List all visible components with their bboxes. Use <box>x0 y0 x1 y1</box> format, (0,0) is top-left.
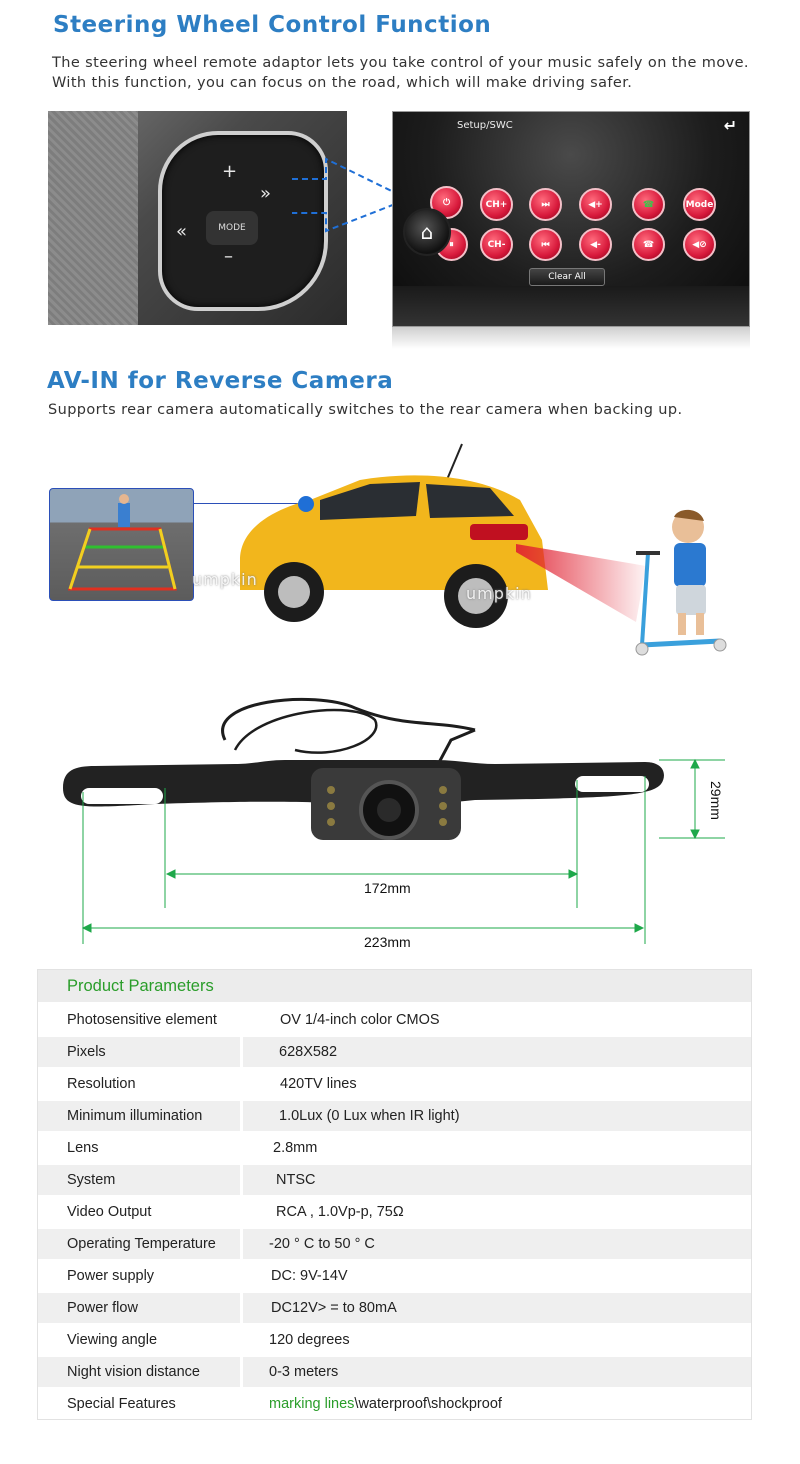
table-row <box>38 1357 751 1387</box>
hole-spacing-dimension-label: 172mm <box>364 880 411 896</box>
row-value: 420TV lines <box>280 1076 357 1092</box>
reverse-camera-diagram <box>55 680 735 960</box>
avin-heading: AV-IN for Reverse Camera <box>47 368 394 394</box>
wheel-minus-icon: – <box>224 246 233 267</box>
table-row <box>38 1229 751 1259</box>
wheel-plus-icon: + <box>222 161 238 182</box>
table-row <box>38 1101 751 1131</box>
row-value: 2.8mm <box>273 1140 318 1156</box>
row-label: Video Output <box>67 1204 152 1220</box>
row-label: Pixels <box>67 1044 106 1060</box>
ch-up-button[interactable]: CH+ <box>480 188 513 221</box>
wheel-next-icon: » <box>260 183 272 204</box>
table-row <box>38 1069 751 1099</box>
power-button[interactable]: ⏻ <box>430 186 463 219</box>
next-track-button[interactable]: ⏭ <box>529 188 562 221</box>
parameters-header <box>38 970 751 1002</box>
table-row <box>38 1389 751 1419</box>
row-value: DC12V> = to 80mA <box>271 1300 397 1316</box>
screen-title: Setup/SWC <box>457 120 513 131</box>
watermark-left: umpkin <box>192 570 258 589</box>
row-value <box>269 1396 502 1412</box>
parameters-title: Product Parameters <box>67 977 214 995</box>
marking-lines-highlight: marking lines <box>269 1396 355 1412</box>
table-row <box>38 1197 751 1227</box>
mute-button[interactable]: ◀⊘ <box>683 228 716 261</box>
row-value: OV 1/4-inch color CMOS <box>280 1012 440 1028</box>
row-label: Power flow <box>67 1300 138 1316</box>
row-label: Resolution <box>67 1076 136 1092</box>
table-row <box>38 1005 751 1035</box>
row-label: Special Features <box>67 1396 176 1412</box>
swc-setup-screen <box>392 111 750 327</box>
row-label: Power supply <box>67 1268 155 1284</box>
pause-button[interactable]: ⏸ <box>435 228 468 261</box>
row-value: NTSC <box>276 1172 316 1188</box>
row-label: Photosensitive element <box>67 1012 217 1028</box>
row-label: Minimum illumination <box>67 1108 203 1124</box>
swc-description-line-1: The steering wheel remote adaptor lets you take control of your music safely on the move. <box>52 55 749 71</box>
row-value: 120 degrees <box>269 1332 350 1348</box>
mode-button[interactable]: Mode <box>683 188 716 221</box>
row-value: 628X582 <box>279 1044 338 1060</box>
call-hangup-button[interactable]: ☎ <box>632 228 665 261</box>
table-row <box>38 1165 751 1195</box>
wheel-mode-button: MODE <box>206 211 258 245</box>
row-value: 1.0Lux (0 Lux when IR light) <box>279 1108 460 1124</box>
screen-reflection <box>392 327 750 349</box>
row-value: DC: 9V-14V <box>271 1268 348 1284</box>
ch-down-button[interactable]: CH- <box>480 228 513 261</box>
rear-view-inset <box>49 488 194 601</box>
row-value: RCA , 1.0Vp-p, 75Ω <box>276 1204 404 1220</box>
row-label: Viewing angle <box>67 1332 158 1348</box>
row-label: System <box>67 1172 116 1188</box>
features-rest: \waterproof\shockproof <box>354 1396 502 1412</box>
prev-track-button[interactable]: ⏮ <box>529 228 562 261</box>
row-label: Night vision distance <box>67 1364 200 1380</box>
yellow-car-image <box>220 440 560 640</box>
avin-description: Supports rear camera automatically switches to the rear camera when backing up. <box>48 402 683 418</box>
table-row <box>38 1133 751 1163</box>
row-value: 0-3 meters <box>269 1364 339 1380</box>
wheel-prev-icon: « <box>176 221 188 242</box>
height-dimension-label: 29mm <box>708 781 724 820</box>
clear-all-button[interactable]: Clear All <box>529 268 605 286</box>
table-row <box>38 1325 751 1355</box>
volume-down-button[interactable]: ◀- <box>579 228 612 261</box>
call-answer-button[interactable]: ☎ <box>632 188 665 221</box>
watermark-right: umpkin <box>466 584 532 603</box>
volume-up-button[interactable]: ◀+ <box>579 188 612 221</box>
product-parameters-table <box>37 969 752 1420</box>
child-on-scooter-image <box>620 505 740 665</box>
total-length-dimension-label: 223mm <box>364 934 411 950</box>
row-label: Operating Temperature <box>67 1236 216 1252</box>
table-row <box>38 1261 751 1291</box>
table-row <box>38 1037 751 1067</box>
table-row <box>38 1293 751 1323</box>
row-label: Lens <box>67 1140 99 1156</box>
swc-description-line-2: With this function, you can focus on the road, which will make driving safer. <box>52 75 633 91</box>
home-icon[interactable]: ⌂ <box>403 208 451 256</box>
swc-heading: Steering Wheel Control Function <box>53 12 492 38</box>
back-arrow-icon[interactable]: ↵ <box>723 116 737 135</box>
row-value: -20 ° C to 50 ° C <box>269 1236 375 1252</box>
